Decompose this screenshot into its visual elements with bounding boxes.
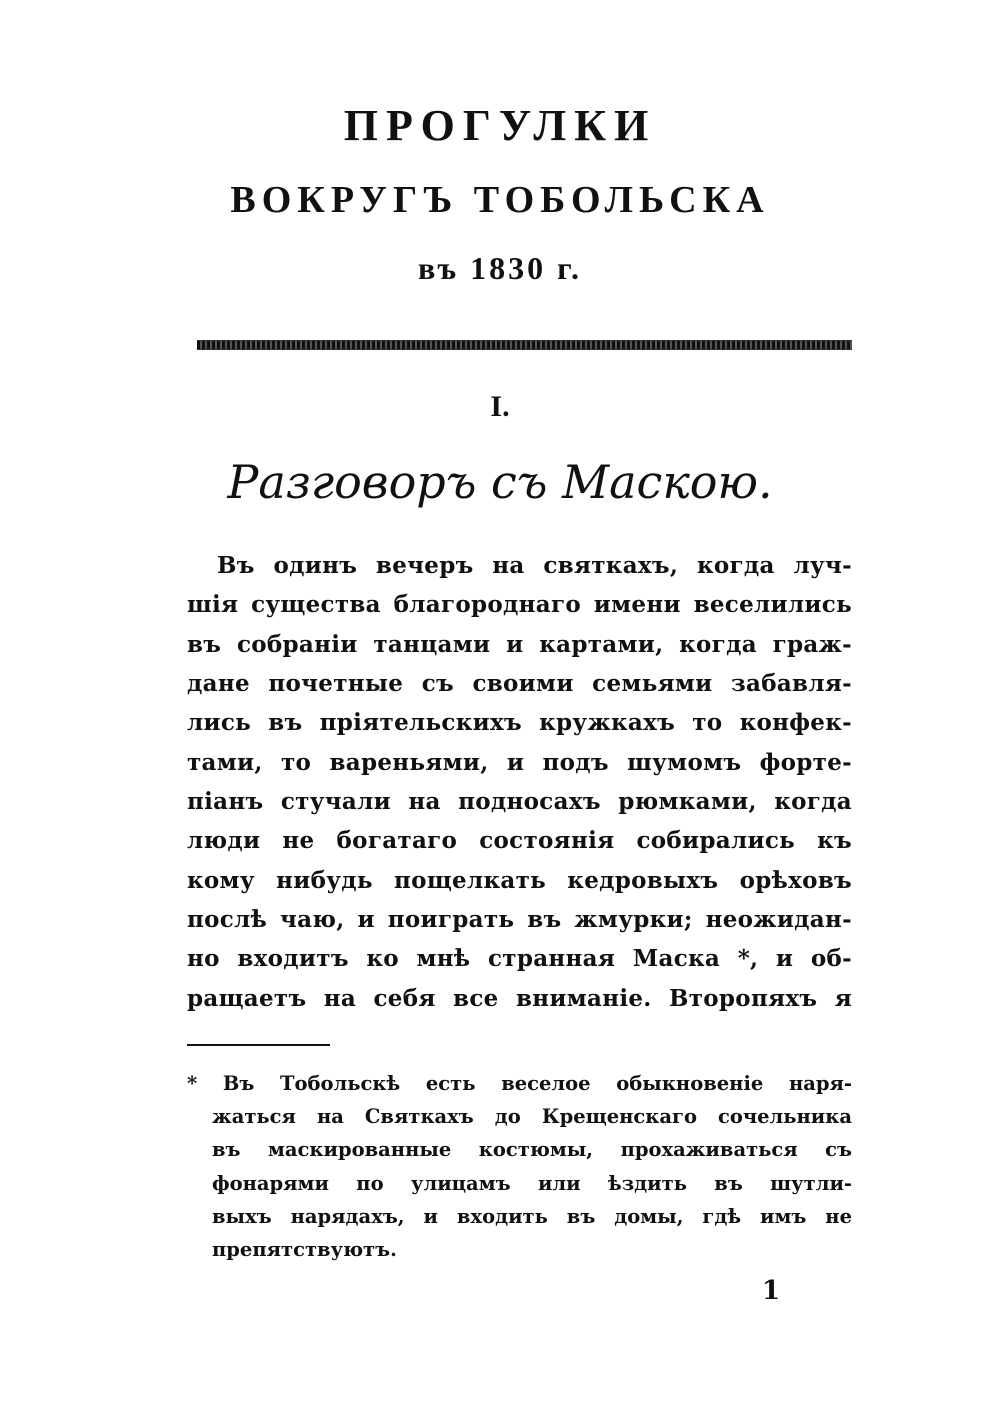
body-line: но входитъ ко мнѣ странная Маска *, и об-	[187, 945, 852, 972]
body-line: Въ одинъ вечеръ на святкахъ, когда луч-	[217, 552, 852, 579]
title-line-1: ПРОГУЛКИ	[343, 101, 657, 150]
body-line: ращаетъ на себя все вниманіе. Второпяхъ я	[187, 985, 852, 1012]
title-line-3: въ 1830 г.	[417, 250, 583, 286]
body-line: піанъ стучали на подносахъ рюмками, когда	[187, 788, 852, 815]
footnote-line: выхъ нарядахъ, и входить въ домы, гдѣ имъ не	[212, 1205, 852, 1228]
decorative-rule	[197, 340, 852, 350]
body-line: кому нибудь пощелкать кедровыхъ орѣховъ	[187, 867, 852, 894]
footnote-line: въ маскированные костюмы, прохаживаться съ	[212, 1138, 852, 1161]
footnote-line: жаться на Святкахъ до Крещенскаго сочельника	[212, 1105, 852, 1128]
body-line: лись въ пріятельскихъ кружкахъ то конфек-	[187, 709, 852, 736]
chapter-heading: Разговоръ съ Маскою.	[227, 455, 773, 509]
footnote-line: препятствуютъ.	[212, 1238, 397, 1261]
body-line: послѣ чаю, и поиграть въ жмурки; неожидан-	[187, 906, 852, 933]
body-line: дане почетные съ своими семьями забавля-	[187, 670, 852, 697]
chapter-number: I.	[490, 390, 510, 423]
footnote-rule	[187, 1044, 330, 1046]
footnote-line: фонарями по улицамъ или ѣздить въ шутли-	[212, 1172, 852, 1195]
body-line: шія существа благороднаго имени веселились	[187, 591, 852, 618]
body-line: люди не богатаго состоянія собирались къ	[187, 827, 852, 854]
page-number: 1	[762, 1276, 781, 1306]
body-line: въ собраніи танцами и картами, когда граж-	[187, 631, 852, 658]
body-line: тами, то вареньями, и подъ шумомъ форте-	[187, 749, 852, 776]
title-line-2: ВОКРУГЪ ТОБОЛЬСКА	[230, 179, 770, 221]
footnote-line: * Въ Тобольскѣ есть веселое обыкновеніе наря-	[187, 1072, 852, 1095]
